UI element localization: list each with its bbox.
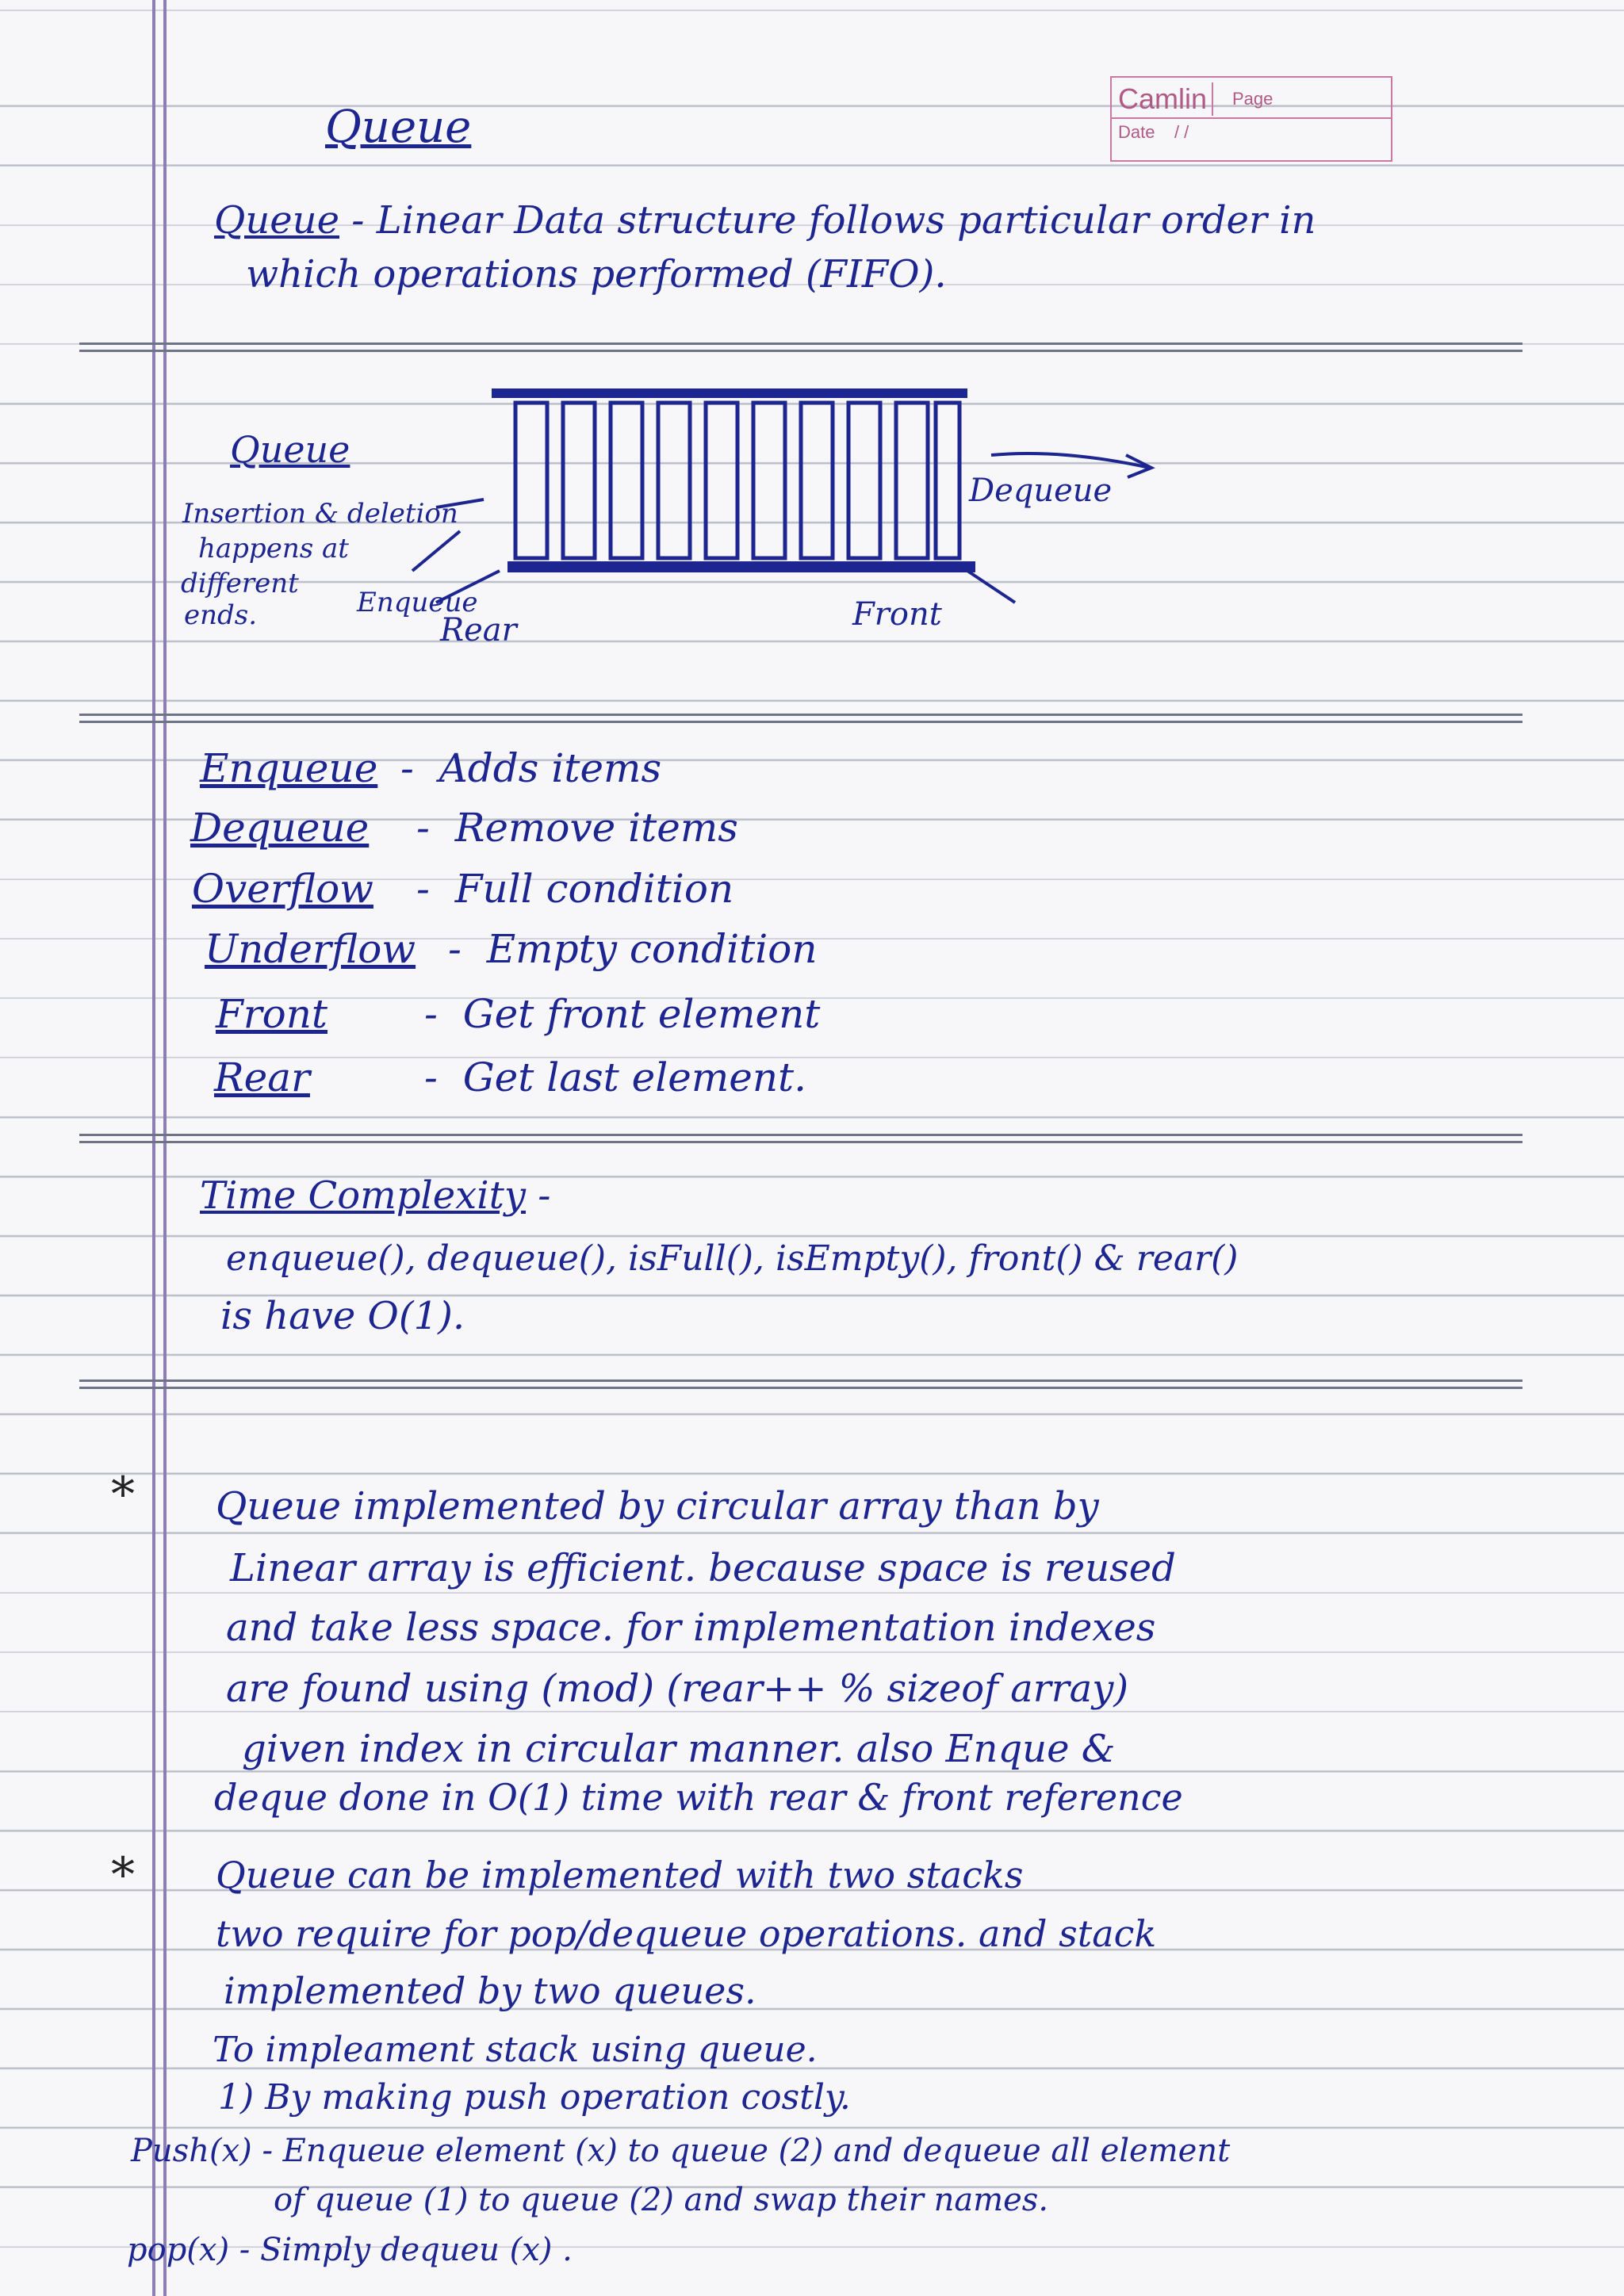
diagram-note-2: happens at <box>198 533 349 564</box>
list-item-term: Underflow <box>205 926 416 972</box>
list-item-desc: - Get front element <box>424 991 821 1037</box>
diagram-label: Queue <box>230 428 350 471</box>
bullet-star: * <box>111 1467 135 1522</box>
separator <box>79 1134 1522 1143</box>
note2-line: Queue can be implemented with two stacks <box>216 1854 1024 1896</box>
note1-line: and take less space. for implementation indexes <box>226 1605 1156 1650</box>
note2-line: 1) By making push operation costly. <box>218 2077 851 2118</box>
note-arrow <box>412 531 460 571</box>
list-item-desc: - Get last element. <box>424 1054 807 1100</box>
queue-cells <box>515 403 959 558</box>
note1-line: Linear array is efficient. because space is reused <box>230 1546 1176 1590</box>
enqueue-label: Enqueue <box>357 587 478 618</box>
diagram-note-3: different <box>181 568 299 599</box>
note1-line: Queue implemented by circular array than by <box>216 1484 1099 1529</box>
complexity-heading: Time Complexity - <box>200 1173 551 1218</box>
list-item-term: Dequeue <box>190 805 370 851</box>
note2-line: two require for pop/dequeue operations. and stack <box>216 1912 1157 1955</box>
note1-line: are found using (mod) (rear++ % sizeof array) <box>226 1667 1129 1711</box>
bullet-star: * <box>111 1847 135 1903</box>
list-item-desc: - Adds items <box>400 745 662 791</box>
brand-name: Camlin <box>1118 82 1213 116</box>
list-item-desc: - Remove items <box>416 805 738 851</box>
brand-box <box>1110 76 1392 162</box>
list-item-term: Rear <box>214 1054 310 1100</box>
list-item-term: Enqueue <box>200 745 378 791</box>
date-label: Date / / <box>1118 122 1189 142</box>
definition-line-2: which operations performed (FIFO). <box>246 252 947 297</box>
note2-line: pop(x) - Simply dequeu (x) . <box>127 2232 573 2268</box>
diagram-note-1: Insertion & deletion <box>182 498 458 530</box>
page-title: Queue <box>325 101 472 153</box>
front-arrow <box>967 571 1015 603</box>
separator <box>79 714 1522 723</box>
list-item-term: Overflow <box>192 866 373 912</box>
queue-bottom-bar <box>508 561 975 572</box>
note2-line: of queue (1) to queue (2) and swap their names. <box>274 2182 1049 2218</box>
note2-line: To impleament stack using queue. <box>213 2030 818 2070</box>
note2-line: Push(x) - Enqueue element (x) to queue (2) and dequeue all element <box>131 2133 1231 2169</box>
page-label: Page <box>1232 89 1274 109</box>
note2-line: implemented by two queues. <box>224 1969 756 2012</box>
front-label: Front <box>852 596 942 633</box>
rear-label: Rear <box>440 612 517 649</box>
definition-line-1: Queue - Linear Data structure follows particular order in <box>214 198 1316 243</box>
list-item-desc: - Empty condition <box>448 926 818 972</box>
queue-top-bar <box>492 388 967 398</box>
dequeue-label: Dequeue <box>969 473 1113 509</box>
note1-line: given index in circular manner. also Enque & <box>242 1727 1116 1771</box>
list-item-term: Front <box>216 991 327 1037</box>
note1-line: deque done in O(1) time with rear & front reference <box>214 1776 1183 1819</box>
separator <box>79 342 1522 352</box>
complexity-line-2: is have O(1). <box>220 1294 465 1338</box>
list-item-desc: - Full condition <box>416 866 734 912</box>
diagram-note-4: ends. <box>184 599 258 631</box>
separator <box>79 1380 1522 1389</box>
complexity-line-1: enqueue(), dequeue(), isFull(), isEmpty(), front() & rear() <box>226 1238 1239 1279</box>
